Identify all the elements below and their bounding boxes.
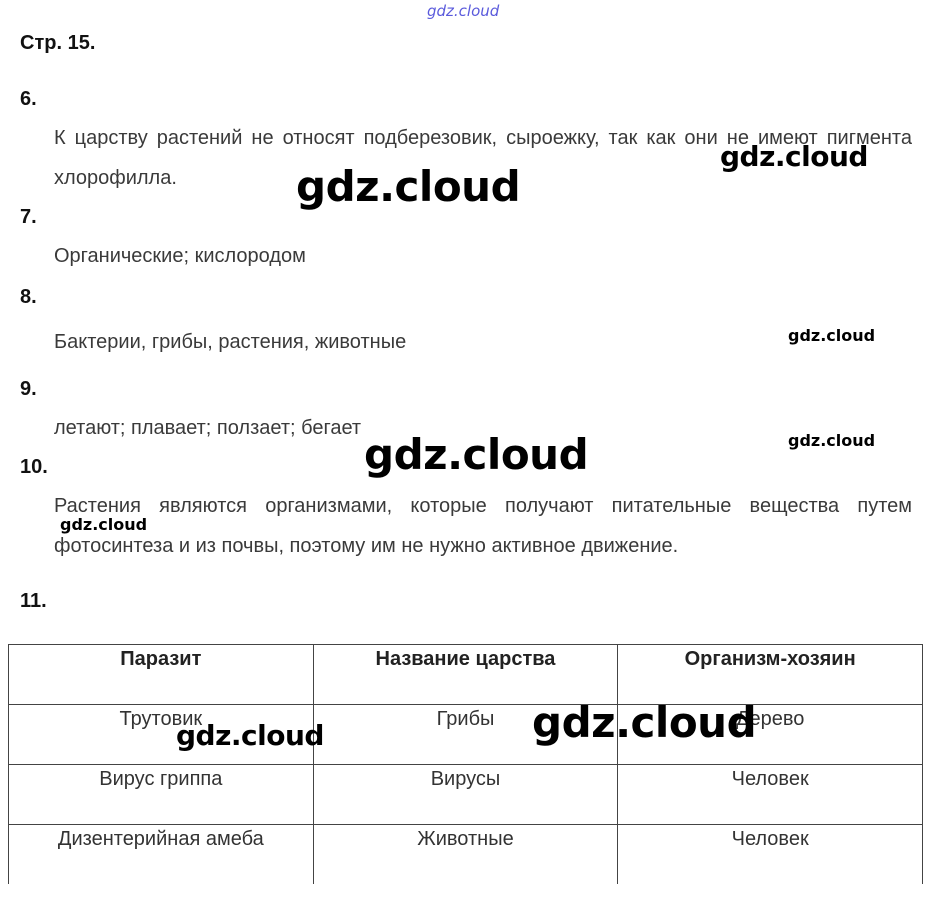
page-number: Стр. 15. [20,32,96,54]
table-cell: Вирусы [313,765,618,825]
table-row [9,705,923,765]
table-cell: Трутовик [9,705,314,765]
table-header-row [9,645,923,705]
question-number: 10. [20,456,48,478]
table-cell: Человек [618,765,923,825]
table-row [9,765,923,825]
watermark: gdz.cloud [176,719,324,752]
watermark: gdz.cloud [60,515,148,534]
column-header: Название царства [313,645,618,705]
table-cell: Человек [618,825,923,885]
question-number: 7. [20,206,37,228]
question-answer: К царству растений не относят подберезовик, сыроежку, так как они не имеют пигмента хлорофилла. [54,127,912,189]
question-number: 11. [20,590,47,612]
question-answer: Бактерии, грибы, растения, животные [54,331,407,353]
column-header: Паразит [9,645,314,705]
watermark: gdz.cloud [364,430,589,479]
watermark: gdz.cloud [788,431,876,450]
watermark: gdz.cloud [720,140,868,173]
column-header: Организм-хозяин [618,645,923,705]
question-number: 8. [20,286,37,308]
question-number: 9. [20,378,37,400]
table-cell: Дизентерийная амеба [9,825,314,885]
parasite-table [8,644,923,884]
table-cell: Животные [313,825,618,885]
watermark: gdz.cloud [788,326,876,345]
table-row [9,825,923,885]
table-cell: Дерево [618,705,923,765]
watermark: gdz.cloud [427,2,500,20]
watermark: gdz.cloud [532,698,757,747]
question-answer: летают; плавает; ползает; бегает [54,417,362,439]
question-number: 6. [20,88,37,110]
table-cell: Вирус гриппа [9,765,314,825]
question-answer: Органические; кислородом [54,245,306,267]
watermark: gdz.cloud [296,162,521,211]
question-answer: Растения являются организмами, которые получают питательные вещества путем фотосинтеза и из почвы, поэтому им не нужно активное движение. [54,495,912,557]
table-cell: Грибы [313,705,618,765]
